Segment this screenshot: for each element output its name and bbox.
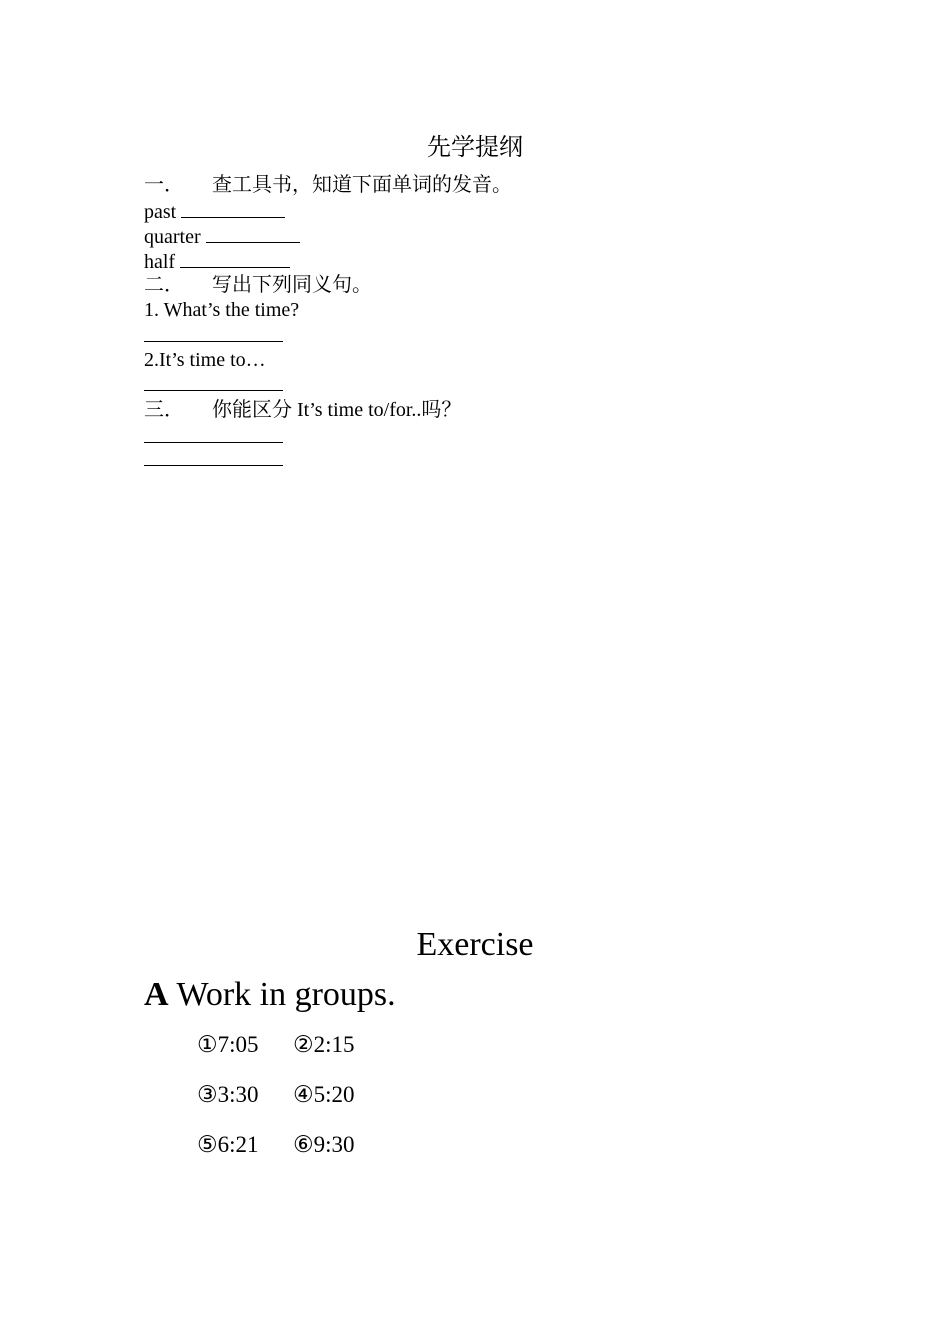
- answer-blank: [181, 199, 285, 218]
- answer-blank: [144, 341, 283, 342]
- word-half-line: [144, 249, 290, 275]
- time-item: ③3:30: [197, 1082, 259, 1107]
- time-item: ②2:15: [293, 1032, 355, 1057]
- section-2-text: 写出下列同义句。: [212, 274, 372, 296]
- section-3-heading: [144, 398, 461, 423]
- word-quarter: quarter: [144, 226, 201, 248]
- section-1-number: 一．: [144, 174, 184, 196]
- section-3-number: 三．: [144, 399, 184, 421]
- time-item: ④5:20: [293, 1082, 355, 1107]
- section-1-heading: [144, 173, 512, 198]
- section-letter: A: [144, 976, 169, 1013]
- exercise-title: Exercise: [416, 926, 534, 963]
- section-a-text: Work in groups.: [168, 976, 396, 1013]
- word-past: past: [144, 201, 177, 223]
- time-item: ⑤6:21: [197, 1132, 259, 1157]
- section-1-text: 查工具书，知道下面单词的发音。: [212, 174, 512, 196]
- section-2-heading: [144, 273, 372, 298]
- word-quarter-line: [144, 224, 300, 250]
- exercise-section-a-heading: [144, 974, 396, 1016]
- time-item: ⑥9:30: [293, 1132, 355, 1157]
- outline-title: 先学提纲: [427, 135, 523, 161]
- answer-blank: [144, 442, 283, 443]
- question-2: 2.It’s time to…: [144, 349, 266, 371]
- answer-blank: [206, 224, 300, 243]
- time-row: [197, 1030, 355, 1060]
- section-3-text: 你能区分 It’s time to/for..吗？: [212, 399, 462, 421]
- answer-blank: [144, 465, 283, 466]
- answer-blank: [180, 249, 290, 268]
- time-row: [197, 1130, 355, 1160]
- section-2-number: 二．: [144, 274, 184, 296]
- question-1: 1. What’s the time?: [144, 299, 300, 321]
- time-row: [197, 1080, 355, 1110]
- time-item: ①7:05: [197, 1032, 259, 1057]
- word-past-line: [144, 199, 285, 225]
- answer-blank: [144, 390, 283, 391]
- word-half: half: [144, 251, 176, 273]
